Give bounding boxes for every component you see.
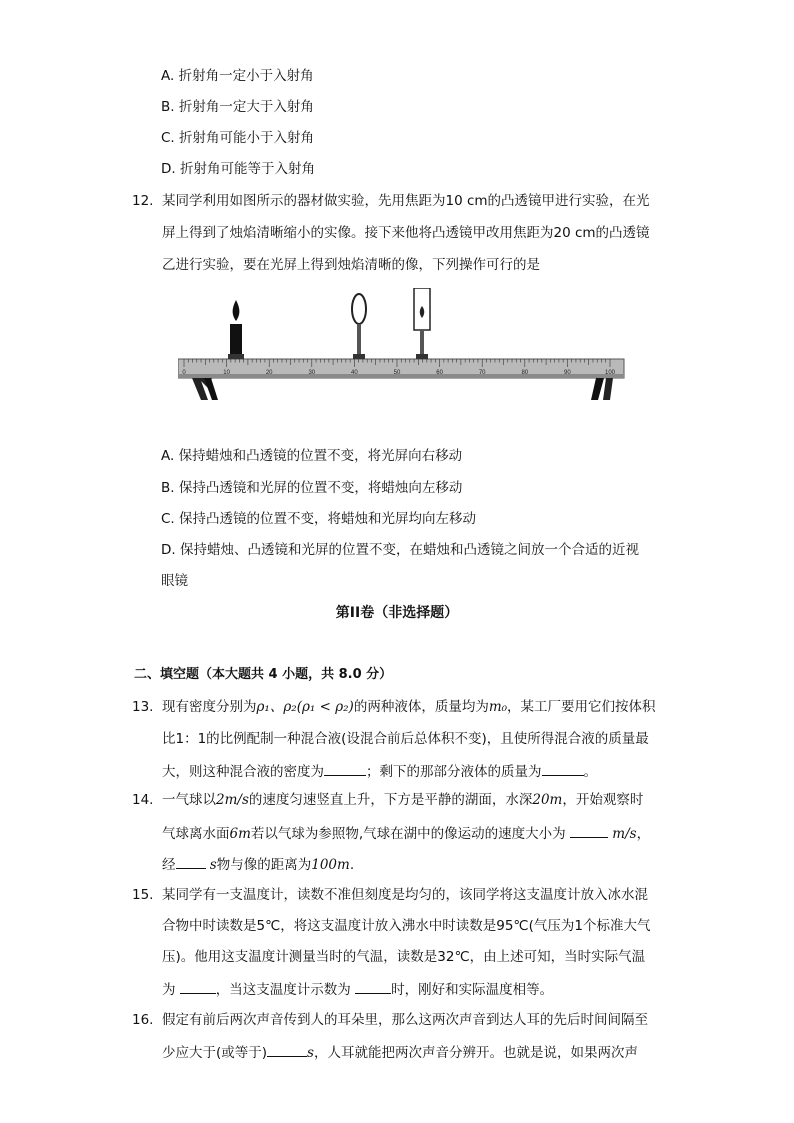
q13-number: 13. bbox=[132, 699, 154, 715]
q12-option-d: D. 保持蜡烛、凸透镜和光屏的位置不变，在蜡烛和凸透镜之间放一个合适的近视 bbox=[161, 542, 639, 558]
ruler-tick-label: 0 bbox=[182, 370, 186, 376]
q14-blank-2[interactable] bbox=[176, 854, 206, 869]
q13-text-line1: 现有密度分别为ρ₁、ρ₂(ρ₁ < ρ₂)的两种液体，质量均为m₀，某工厂要用它们按体积 bbox=[162, 699, 656, 715]
q14-blank-1[interactable] bbox=[570, 823, 608, 838]
q12-number: 12. bbox=[132, 193, 154, 209]
candle bbox=[228, 300, 244, 359]
q13-blank-1[interactable] bbox=[324, 761, 366, 776]
ruler-tick-label: 90 bbox=[564, 370, 571, 376]
q15-number: 15. bbox=[132, 887, 154, 903]
ruler-tick-label: 80 bbox=[521, 370, 529, 376]
convex-lens bbox=[352, 294, 366, 359]
ruler-tick-label: 20 bbox=[265, 370, 273, 376]
q15-text-line2: 合物中时读数是5℃，将这支温度计放入沸水中时读数是95℃(气压为1个标准大气 bbox=[162, 918, 651, 934]
q12-option-b: B. 保持凸透镜和光屏的位置不变，将蜡烛向左移动 bbox=[161, 480, 463, 496]
part2-heading: 第II卷（非选择题） bbox=[335, 605, 459, 621]
q12-text-line2: 屏上得到了烛焰清晰缩小的实像。接下来他将凸透镜甲改用焦距为20 cm的凸透镜 bbox=[162, 225, 650, 241]
q15-text-line3: 压)。他用这支温度计测量当时的气温，读数是32℃，由上述可知，当时实际气温 bbox=[162, 949, 646, 965]
q11-option-a: A. 折射角一定小于入射角 bbox=[161, 68, 314, 84]
q11-option-b: B. 折射角一定大于入射角 bbox=[161, 99, 314, 115]
ruler-tick-label: 100 bbox=[604, 370, 616, 376]
optical-bench-figure bbox=[178, 288, 628, 413]
ruler-tick-label: 60 bbox=[436, 370, 443, 376]
q16-blank-1[interactable] bbox=[267, 1042, 307, 1057]
q15-text-line4: 为 ，当这支温度计示数为 时，刚好和实际温度相等。 bbox=[162, 979, 553, 999]
q15-text-line1: 某同学有一支温度计，读数不准但刻度是均匀的，该同学将这支温度计放入冰水混 bbox=[162, 887, 648, 903]
q12-text-line3: 乙进行实验，要在光屏上得到烛焰清晰的像，下列操作可行的是 bbox=[162, 257, 540, 273]
q13-text-line3: 大，则这种混合液的密度为 ；剩下的那部分液体的质量为 。 bbox=[162, 761, 597, 781]
q14-number: 14. bbox=[132, 792, 154, 808]
q11-option-c: C. 折射角可能小于入射角 bbox=[161, 130, 315, 146]
section2-heading: 二、填空题（本大题共 4 小题，共 8.0 分） bbox=[134, 667, 393, 682]
ruler-tick-label: 50 bbox=[393, 370, 401, 376]
q12-option-d-cont: 眼镜 bbox=[161, 573, 188, 589]
ruler-tick-label: 10 bbox=[223, 370, 230, 376]
q16-text-line2: 少应大于(或等于) s，人耳就能把两次声音分辨开。也就是说，如果两次声 bbox=[162, 1042, 638, 1062]
q12-option-c: C. 保持凸透镜的位置不变，将蜡烛和光屏均向左移动 bbox=[161, 511, 477, 527]
q13-text-line2: 比1：1的比例配制一种混合液(设混合前后总体积不变)，且使所得混合液的质量最 bbox=[162, 731, 649, 747]
q11-option-d: D. 折射角可能等于入射角 bbox=[161, 161, 315, 177]
q14-text-line2: 气球离水面6m若以气球为参照物,气球在湖中的像运动的速度大小为 m/s， bbox=[162, 823, 650, 843]
q16-text-line1: 假定有前后两次声音传到人的耳朵里，那么这两次声音到达人耳的先后时间间隔至 bbox=[162, 1012, 648, 1028]
q12-option-a: A. 保持蜡烛和凸透镜的位置不变，将光屏向右移动 bbox=[161, 448, 463, 464]
q15-blank-1[interactable] bbox=[180, 979, 216, 994]
light-screen bbox=[414, 288, 430, 359]
ruler-tick-label: 70 bbox=[478, 370, 486, 376]
q13-blank-2[interactable] bbox=[542, 761, 584, 776]
q15-blank-2[interactable] bbox=[355, 979, 391, 994]
ruler-tick-label: 30 bbox=[308, 370, 316, 376]
ruler-tick-label: 40 bbox=[351, 370, 358, 376]
q12-text-line1: 某同学利用如图所示的器材做实验，先用焦距为10 cm的凸透镜甲进行实验，在光 bbox=[162, 193, 650, 209]
q14-text-line3: 经 s物与像的距离为100m. bbox=[162, 854, 354, 874]
right-bench-leg bbox=[591, 378, 604, 400]
q14-text-line1: 一气球以2m/s的速度匀速竖直上升，下方是平静的湖面，水深20m，开始观察时 bbox=[162, 792, 644, 808]
q16-number: 16. bbox=[132, 1012, 154, 1028]
